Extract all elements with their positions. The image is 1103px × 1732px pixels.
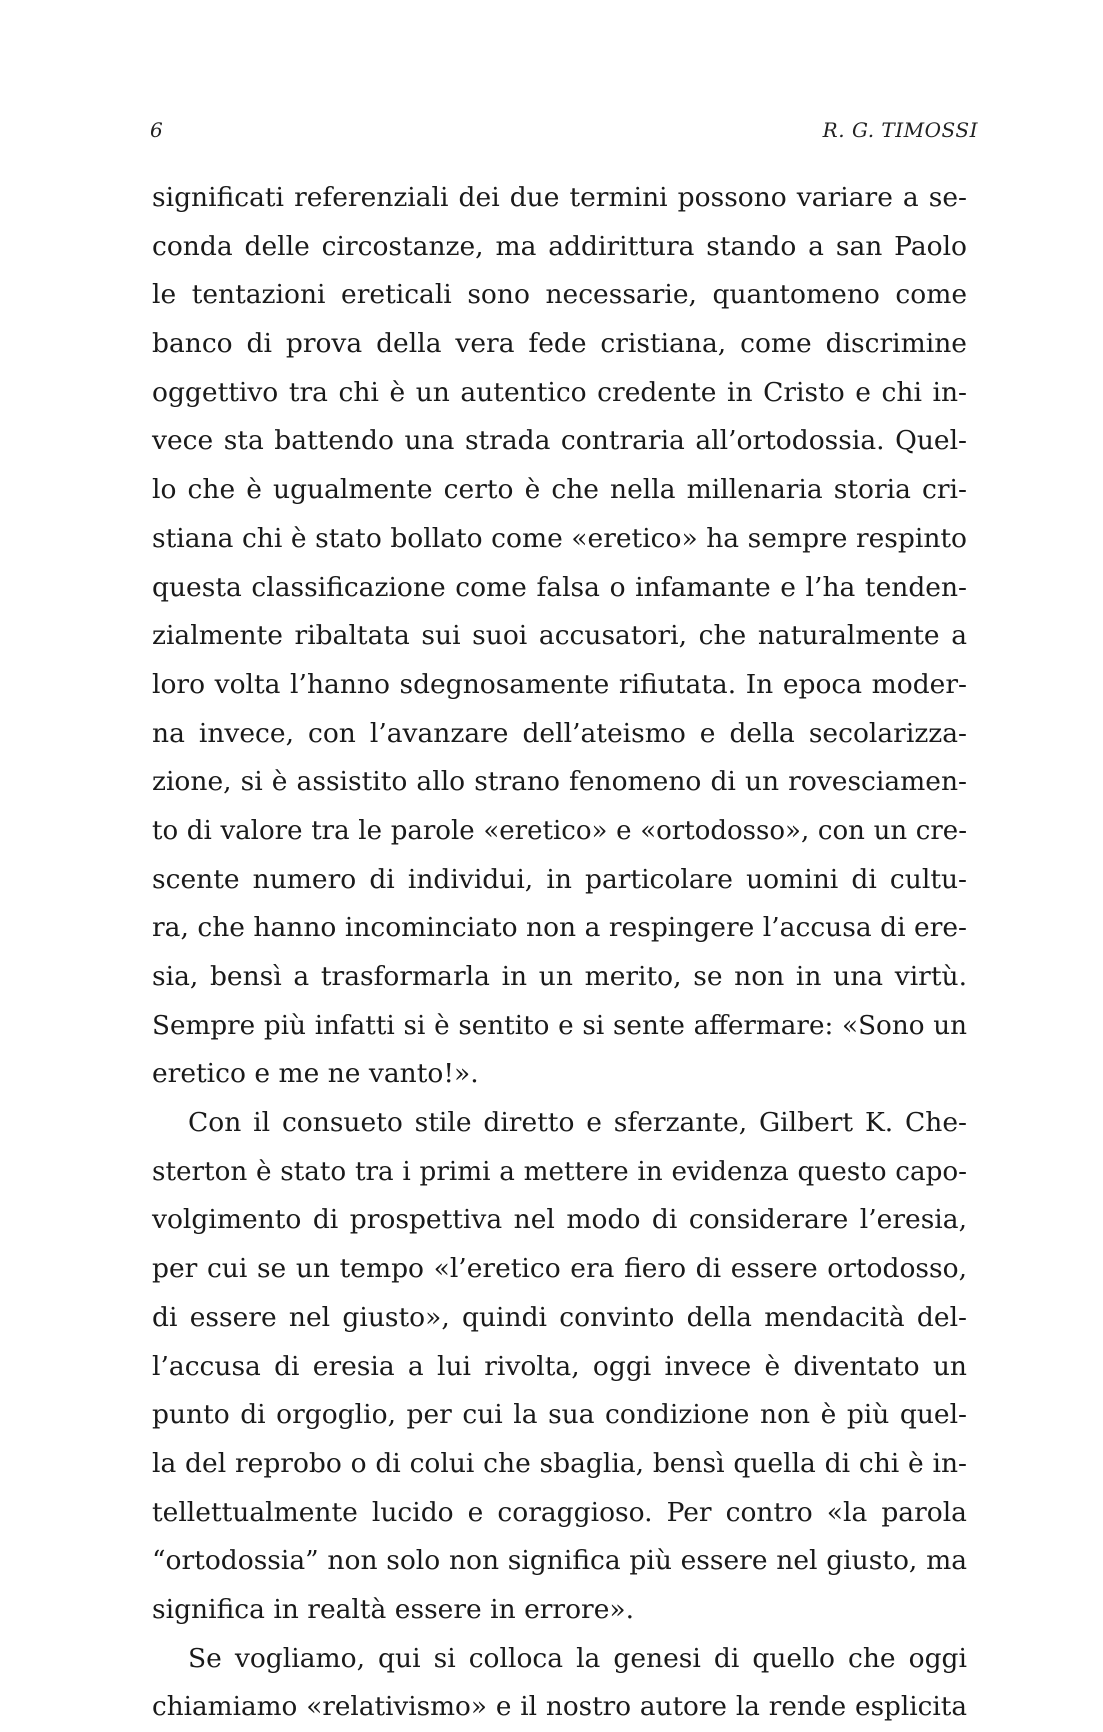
text-line: la del reprobo o di colui che sbaglia, bensì quella di chi è in- [152,1447,967,1479]
text-line: volgimento di prospettiva nel modo di considerare l’eresia, [152,1204,967,1236]
running-title: R. G. TIMOSSI [822,118,978,142]
text-line: le tentazioni ereticali sono necessarie, quantomeno come [152,279,967,311]
text-line: oggettivo tra chi è un autentico credente in Cristo e chi in- [152,376,967,408]
text-line: “ortodossia” non solo non significa più essere nel giusto, ma [152,1545,967,1577]
text-line: per cui se un tempo «l’eretico era fiero di essere ortodosso, [152,1253,967,1285]
text-line: scente numero di individui, in particolare uomini di cultu- [152,863,967,895]
text-line: stiana chi è stato bollato come «eretico» ha sempre respinto [152,522,967,554]
text-line: Con il consueto stile diretto e sferzante, Gilbert K. Che- [188,1107,967,1139]
paragraph-2 [152,1099,967,1635]
text-line: di essere nel giusto», quindi convinto della mendacità del- [152,1301,967,1333]
text-line: vece sta battendo una strada contraria all’ortodossia. Quel- [152,425,967,457]
page-number: 6 [150,118,163,142]
text-line: Sempre più infatti si è sentito e si sente affermare: «Sono un [152,1010,967,1041]
text-line: punto di orgoglio, per cui la sua condizione non è più quel- [152,1399,967,1431]
text-line: na invece, con l’avanzare dell’ateismo e della secolarizza- [152,717,967,749]
text-line: Se vogliamo, qui si colloca la genesi di quello che oggi [188,1642,967,1674]
text-line: zialmente ribaltata sui suoi accusatori, che naturalmente a [152,620,967,652]
text-line: significa in realtà essere in errore». [152,1593,635,1625]
text-line: sia, bensì a trasformarla in un merito, se non in una virtù. [152,961,967,992]
running-head [150,118,978,148]
text-line: loro volta l’hanno sdegnosamente rifiutata. In epoca moder- [152,668,967,700]
paragraph-3 [152,1635,967,1732]
text-line: l’accusa di eresia a lui rivolta, oggi invece è diventato un [152,1350,967,1382]
text-line: sterton è stato tra i primi a mettere in evidenza questo capo- [152,1156,967,1187]
text-line: significati referenziali dei due termini possono variare a se- [152,182,967,213]
text-line: tellettualmente lucido e coraggioso. Per contro «la parola [152,1496,967,1528]
text-line: ra, che hanno incominciato non a respingere l’accusa di ere- [152,912,967,944]
text-line: eretico e me ne vanto!». [152,1058,479,1090]
text-line: banco di prova della vera fede cristiana, come discrimine [152,328,967,360]
text-line: chiamiamo «relativismo» e il nostro autore la rende esplicita [152,1692,967,1723]
text-line: conda delle circostanze, ma addirittura stando a san Paolo [152,230,967,262]
text-line: to di valore tra le parole «eretico» e «ortodosso», con un cre- [152,815,967,846]
paragraph-1 [152,174,967,1099]
text-line: lo che è ugualmente certo è che nella millenaria storia cri- [152,474,967,506]
body-text [152,174,967,1732]
text-line: zione, si è assistito allo strano fenomeno di un rovesciamen- [152,766,967,798]
text-line: questa classificazione come falsa o infamante e l’ha tenden- [152,571,967,603]
